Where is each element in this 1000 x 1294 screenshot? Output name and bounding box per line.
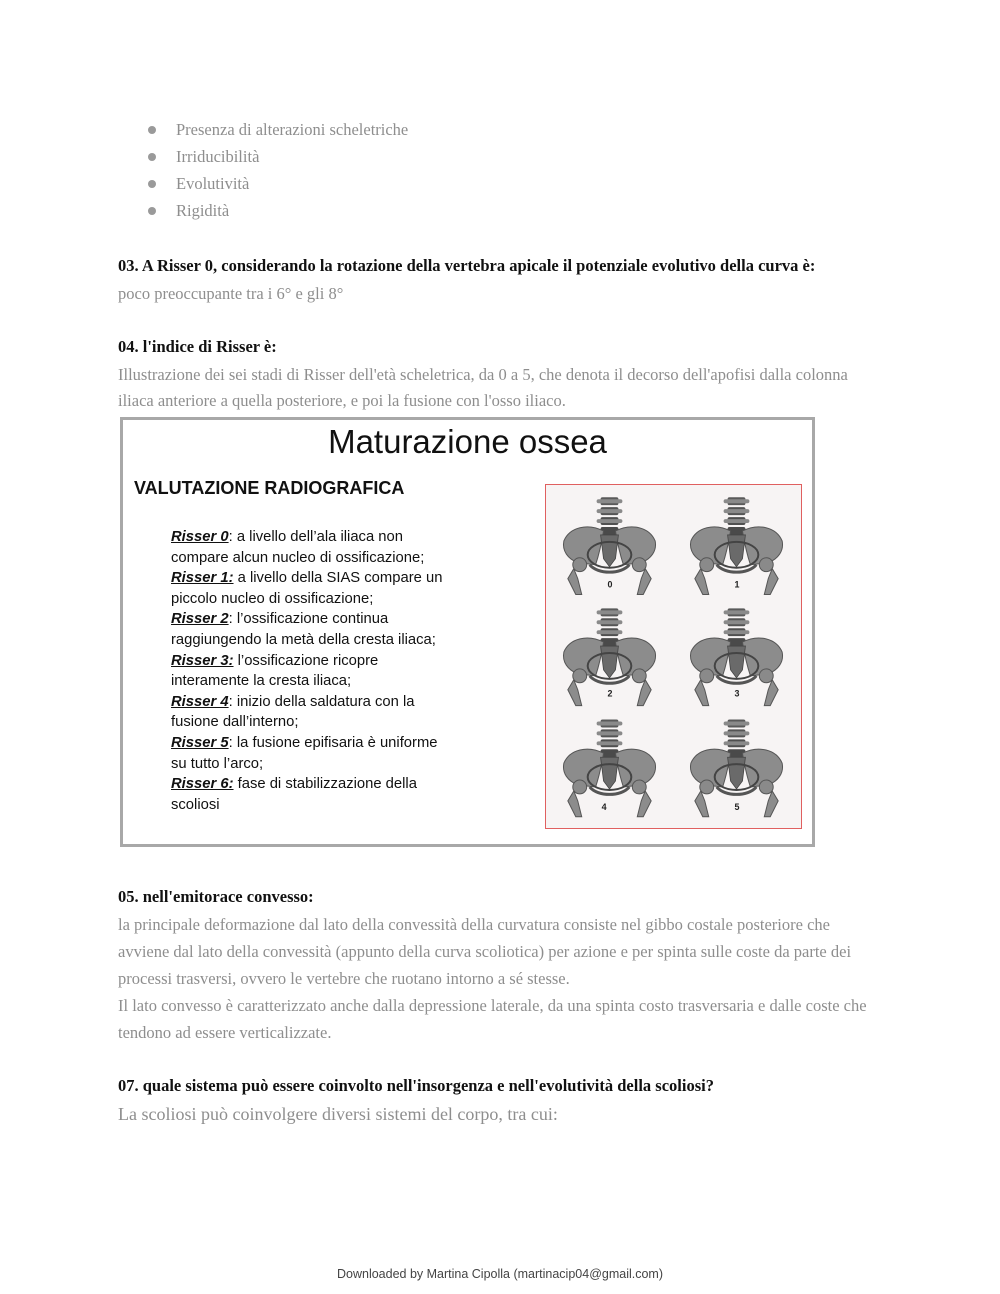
pelvis-xray-panel <box>545 484 802 829</box>
pelvis-illustration <box>546 485 801 828</box>
answer-04-line: iliaca anteriore a quella posteriore, e poi la fusione con l'osso iliaco. <box>118 391 566 410</box>
question-05: 05. nell'emitorace convesso: <box>118 887 314 906</box>
risser-stage: Risser 2: l’ossificazione continua raggiungendo la metà della cresta iliaca; <box>171 611 436 648</box>
risser-stage: Risser 3: l’ossificazione ricopre interamente la cresta iliaca; <box>171 652 379 690</box>
question-07: 07. quale sistema può essere coinvolto nell'insorgenza e nell'evolutività della scoliosi? <box>118 1076 714 1095</box>
risser-figure <box>120 417 815 847</box>
bullet-icon <box>148 153 156 161</box>
question-03: 03. A Risser 0, considerando la rotazione della vertebra apicale il potenziale evolutivo della curva è: <box>118 256 816 275</box>
figure-subtitle: VALUTAZIONE RADIOGRAFICA <box>134 478 405 498</box>
risser-stage: Risser 5: la fusione epifisaria è uniforme su tutto l’arco; <box>171 734 438 772</box>
pelvis-number: 2 <box>607 688 613 699</box>
download-footer: Downloaded by Martina Cipolla (martinacip04@gmail.com) <box>336 1267 664 1281</box>
risser-stage-list <box>171 527 501 815</box>
list-item: Evolutività <box>148 172 408 199</box>
bullet-icon <box>148 180 156 188</box>
pelvis-number: 0 <box>607 579 613 590</box>
answer-05-line: processi trasversi, ovvero le vertebre che ruotano intorno a sé stesse. <box>118 969 570 988</box>
list-item: Presenza di alterazioni scheletriche <box>148 118 408 145</box>
pelvis-4 <box>563 720 655 817</box>
risser-stage: Risser 1: a livello della SIAS compare un piccolo nucleo di ossificazione; <box>171 570 443 607</box>
answer-05-line: avviene dal lato della convessità (appunto della curva scoliotica) per azione e per spinta sulle coste da parte dei <box>118 942 852 961</box>
pelvis-number: 1 <box>734 579 740 590</box>
answer-03: poco preoccupante tra i 6° e gli 8° <box>118 284 344 303</box>
answer-05-line: tendono ad essere verticalizzate. <box>118 1023 332 1042</box>
pelvis-number: 5 <box>734 801 740 812</box>
bullet-icon <box>148 126 156 134</box>
answer-05-line: Il lato convesso è caratterizzato anche dalla depressione laterale, da una spinta costo trasversaria e dalle coste che <box>118 996 867 1015</box>
list-item: Rigidità <box>148 199 408 226</box>
answer-05-line: la principale deformazione dal lato della convessità della curvatura consiste nel gibbo costale posteriore che <box>118 915 830 934</box>
question-04: 04. l'indice di Risser è: <box>118 337 277 356</box>
risser-stage: Risser 0: a livello dell’ala iliaca non compare alcun nucleo di ossificazione; <box>171 529 425 566</box>
pelvis-number: 3 <box>734 688 740 699</box>
list-item: Irriducibilità <box>148 145 408 172</box>
figure-title: Maturazione ossea <box>328 423 607 460</box>
bullet-icon <box>148 207 156 215</box>
answer-07: La scoliosi può coinvolgere diversi sistemi del corpo, tra cui: <box>118 1104 558 1124</box>
pelvis-number: 4 <box>601 801 607 812</box>
risser-stage: Risser 6: fase di stabilizzazione della scoliosi <box>171 776 417 813</box>
answer-04-line: Illustrazione dei sei stadi di Risser dell'età scheletrica, da 0 a 5, che denota il decorso dell'apofisi dalla colonna <box>118 365 848 384</box>
bullet-list <box>148 118 408 226</box>
risser-stage: Risser 4: inizio della saldatura con la fusione dall’interno; <box>171 693 415 731</box>
